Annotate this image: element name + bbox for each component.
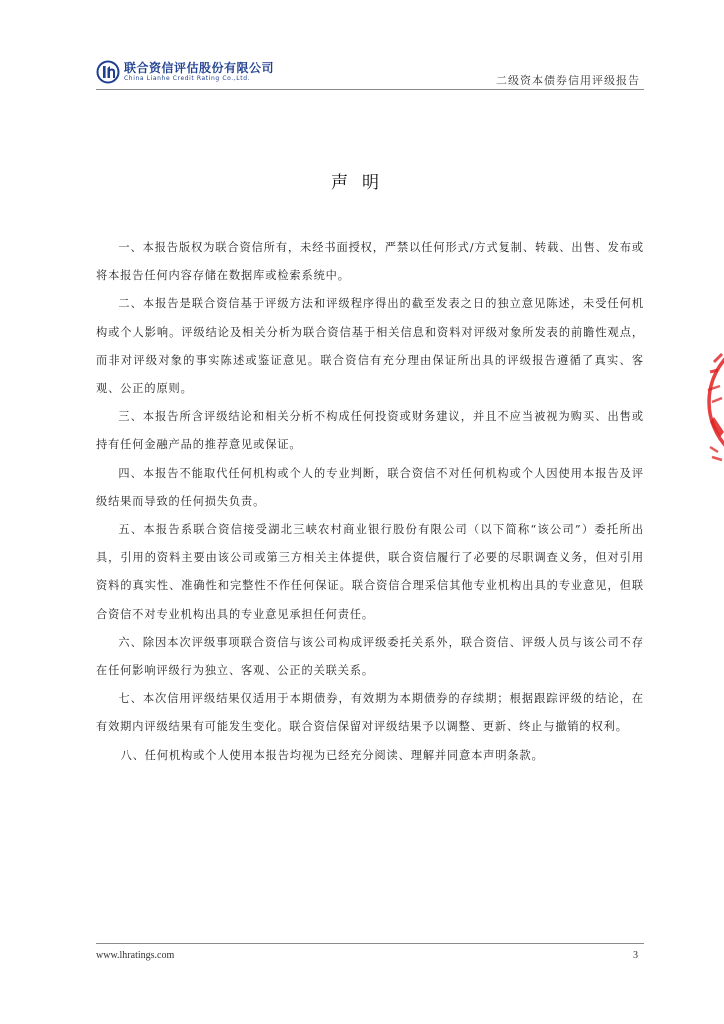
paragraph: 六、除因本次评级事项联合资信与该公司构成评级委托关系外，联合资信、评级人员与该公司不存在任何影响评级行为独立、客观、公正的关联关系。 <box>96 635 644 678</box>
company-name-en: China Lianhe Credit Rating Co.,Ltd. <box>124 75 251 82</box>
footer-divider <box>96 943 644 944</box>
paragraph: 一、本报告版权为联合资信所有，未经书面授权，严禁以任何形式/方式复制、转载、出售、发布或将本报告任何内容存储在数据库或检索系统中。 <box>96 241 644 283</box>
company-name-cn: 联合资信评估股份有限公司 <box>124 61 275 75</box>
paragraph: 八、任何机构或个人使用本报告均视为已经充分阅读、理解并同意本声明条款。 <box>120 748 544 762</box>
footer-website-link[interactable]: www.lhratings.com <box>96 950 175 961</box>
company-logo-icon <box>96 60 120 84</box>
paragraph: 五、本报告系联合资信接受湖北三峡农村商业银行股份有限公司（以下简称“该公司”）委托所出具，引用的资料主要由该公司或第三方相关主体提供，联合资信履行了必要的尽职调查义务，但对引用资料的真实性、准确性和完整性不作任何保证。联合资信合理采信其他专业机构出具的专业意见，但联合资信不对专业机构出具的专业意见承担任何责任。 <box>96 523 644 621</box>
official-seal-stamp <box>700 322 724 482</box>
page-title: 声明 <box>331 173 393 193</box>
paragraph: 三、本报告所含评级结论和相关分析不构成任何投资或财务建议，并且不应当被视为购买、出售或持有任何金融产品的推荐意见或保证。 <box>96 410 644 452</box>
report-type: 二级资本债券信用评级报告 <box>496 74 640 87</box>
page-number: 3 <box>633 950 638 961</box>
page-header <box>96 56 644 88</box>
paragraph: 四、本报告不能取代任何机构或个人的专业判断，联合资信不对任何机构或个人因使用本报告及评级结果而导致的任何损失负责。 <box>96 466 644 508</box>
paragraph: 七、本次信用评级结果仅适用于本期债券，有效期为本期债券的存续期；根据跟踪评级的结论，在有效期内评级结果有可能发生变化。联合资信保留对评级结果予以调整、更新、终止与撤销的权利。 <box>96 692 644 734</box>
header-divider <box>96 89 644 90</box>
paragraph: 二、本报告是联合资信基于评级方法和评级程序得出的截至发表之日的独立意见陈述，未受任何机构或个人影响。评级结论及相关分析为联合资信基于相关信息和资料对评级对象所发表的前瞻性观点，而非对评级对象的事实陈述或鉴证意见。联合资信有充分理由保证所出具的评级报告遵循了真实、客观、公正的原则。 <box>96 297 644 396</box>
statement-body <box>96 234 644 770</box>
